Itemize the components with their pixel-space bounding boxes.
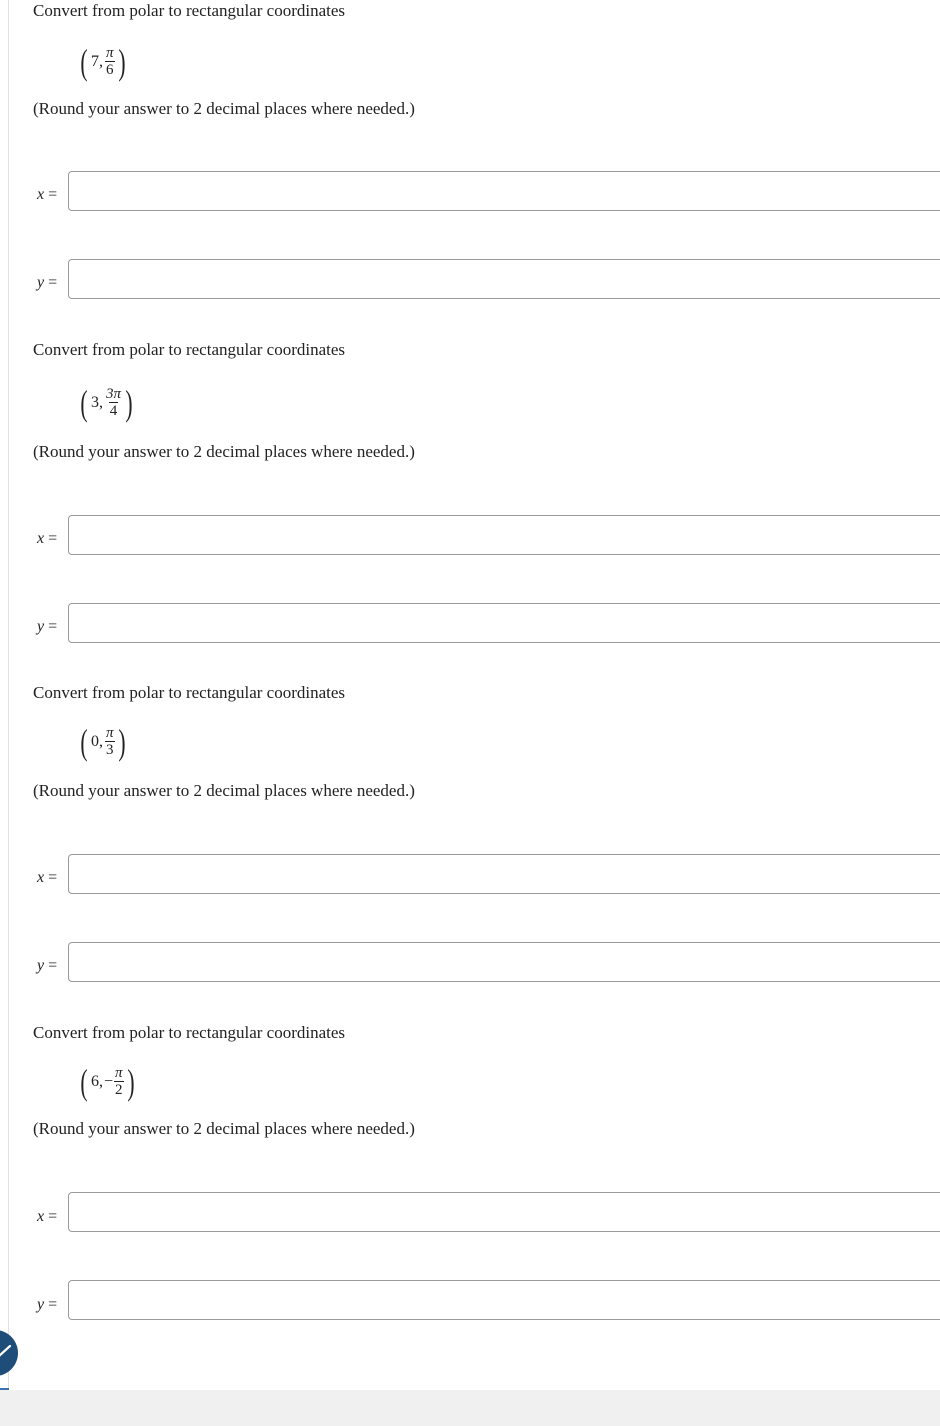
- x-answer-input[interactable]: [68, 171, 940, 211]
- angle-numerator: π: [106, 725, 114, 741]
- blue-accent-line: [0, 1388, 9, 1390]
- problem-prompt: Convert from polar to rectangular coordinates: [33, 340, 346, 359]
- angle-numerator: 3π: [106, 386, 122, 402]
- x-label: x =: [37, 186, 58, 203]
- rounding-note: (Round your answer to 2 decimal places where needed.): [33, 1119, 415, 1138]
- y-label: y =: [37, 1296, 58, 1313]
- radius-value: 7,: [91, 53, 103, 70]
- rounding-note: (Round your answer to 2 decimal places where needed.): [33, 442, 415, 461]
- angle-denominator: 2: [115, 1082, 123, 1098]
- y-answer-input[interactable]: [68, 259, 940, 299]
- rounding-note: (Round your answer to 2 decimal places where needed.): [33, 99, 415, 118]
- angle-denominator: 4: [109, 403, 118, 419]
- polar-coordinate: ( 0, $\frac{\pi}{3}$ ): [80, 722, 126, 762]
- angle-fraction: [105, 726, 115, 758]
- angle-fraction: [105, 46, 115, 78]
- problem-prompt: Convert from polar to rectangular coordinates: [33, 683, 346, 702]
- y-answer-input[interactable]: [68, 603, 940, 643]
- angle-denominator: 3: [106, 742, 114, 758]
- x-label: x =: [37, 869, 58, 886]
- radius-value: 0,: [91, 733, 103, 750]
- problem-prompt: Convert from polar to rectangular coordinates: [33, 1, 346, 20]
- angle-fraction: [105, 387, 122, 419]
- angle-fraction: [114, 1066, 124, 1098]
- y-label: y =: [37, 274, 58, 291]
- x-label: x =: [37, 1208, 58, 1225]
- rounding-note: (Round your answer to 2 decimal places where needed.): [33, 781, 415, 800]
- polar-coordinate: ( 6, − $\frac{\pi}{2}$ ): [80, 1062, 135, 1102]
- x-answer-input[interactable]: [68, 854, 940, 894]
- left-divider: [8, 0, 9, 1390]
- y-label: y =: [37, 957, 58, 974]
- angle-denominator: 6: [106, 62, 114, 78]
- x-answer-input[interactable]: [68, 515, 940, 555]
- radius-value: 6,: [91, 1073, 103, 1090]
- y-answer-input[interactable]: [68, 942, 940, 982]
- x-label: x =: [37, 530, 58, 547]
- x-answer-input[interactable]: [68, 1192, 940, 1232]
- angle-numerator: π: [106, 45, 114, 61]
- y-answer-input[interactable]: [68, 1280, 940, 1320]
- checkmark-icon: [0, 1344, 12, 1358]
- problem-prompt: Convert from polar to rectangular coordinates: [33, 1023, 346, 1042]
- radius-value: 3,: [91, 394, 103, 411]
- angle-numerator: π: [115, 1065, 123, 1081]
- angle-sign: −: [104, 1073, 114, 1090]
- polar-coordinate: ( 7, $\frac{\pi}{6}$ ): [80, 42, 126, 82]
- polar-coordinate: ( 3, $\frac{3\pi}{4}$ ): [80, 383, 133, 423]
- y-label: y =: [37, 618, 58, 635]
